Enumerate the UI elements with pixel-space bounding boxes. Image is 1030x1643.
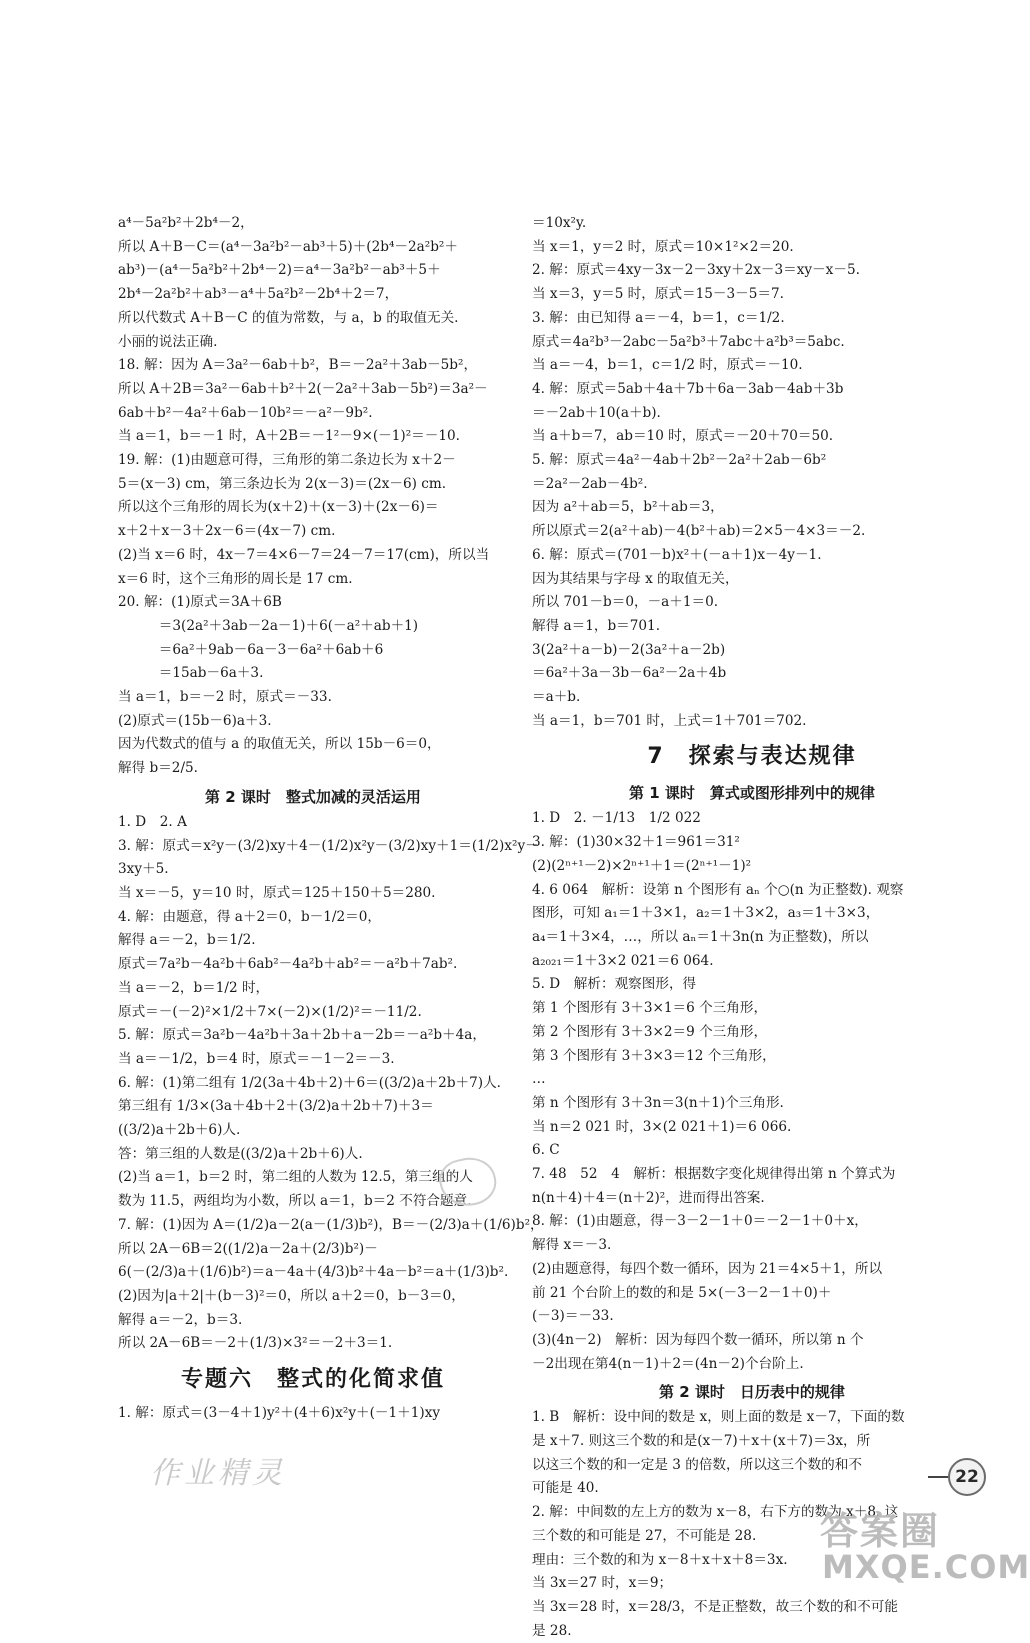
text-line: 5＝(x－3) cm，第三条边长为 2(x－3)＝(2x－6) cm. (118, 475, 447, 492)
text-line: 7. 48 52 4 解析：根据数字变化规律得出第 n 个算式为 (532, 1166, 896, 1183)
text-line: a₂₀₂₁＝1＋3×2 021＝6 064. (532, 952, 714, 969)
text-line: 当 a＝－1/2，b＝4 时，原式＝－1－2＝－3. (118, 1050, 395, 1067)
text-line: 6ab＋b²－4a²＋6ab－10b²＝－a²－9b². (118, 404, 373, 421)
section-title: 7 探索与表达规律 (647, 744, 857, 770)
text-line: 3. 解：由已知得 a＝－4，b＝1，c＝1/2. (532, 309, 785, 326)
text-line: 前 21 个台阶上的数的和是 5×(－3－2－1＋0)＋ (532, 1284, 832, 1301)
text-line: 因为 a²＋ab＝5，b²＋ab＝3， (532, 499, 724, 516)
lesson-title: 第 2 课时 整式加减的灵活运用 (205, 787, 421, 806)
text-line: 答：第三组的人数是((3/2)a＋2b＋6)人. (118, 1145, 363, 1162)
text-line: 当 x＝1，y＝2 时，原式＝10×1²×2＝20. (532, 238, 794, 255)
watermark-zuoye: 作业精灵 (150, 1456, 286, 1491)
text-line: 20. 解：(1)原式＝3A＋6B (118, 594, 282, 611)
text-line: 当 3x＝28 时，x＝28/3，不是正整数，故三个数的和不可能 (532, 1598, 898, 1615)
watermark-daanquan: 答案圈 (820, 1509, 941, 1553)
text-line: 2b⁴－2a²b²＋ab³－a⁴＋5a²b²－2b⁴＋2＝7， (118, 286, 399, 303)
text-line: 3. 解：原式＝x²y－(3/2)xy＋4－(1/2)x²y－(3/2)xy＋1＝(1/2)x²y－ (118, 837, 539, 854)
text-line: 5. 解：原式＝4a²－4ab＋2b²－2a²＋2ab－6b² (532, 452, 827, 469)
text-line: 当 3x＝27 时，x＝9； (532, 1575, 673, 1592)
text-line: 7. 解：(1)因为 A＝(1/2)a－2(a－(1/3)b²)，B＝－(2/3)a＋(1/6)b²， (118, 1216, 544, 1233)
text-line: 理由：三个数的和为 x－8＋x＋x＋8＝3x. (532, 1551, 788, 1568)
text-line: 6. C (532, 1142, 560, 1159)
text-line: ab³)－(a⁴－5a²b²＋2b⁴－2)＝a⁴－3a²b²－ab³＋5＋ (118, 262, 441, 279)
lesson-title: 第 1 课时 算式或图形排列中的规律 (629, 784, 875, 803)
text-line: ＝15ab－6a＋3. (118, 665, 264, 682)
text-line: (2)当 a＝1，b＝2 时，第二组的人数为 12.5，第三组的人 (118, 1169, 473, 1186)
text-line: ((3/2)a＋2b＋6)人. (118, 1122, 241, 1139)
text-line: (2)因为|a＋2|＋(b－3)²＝0，所以 a＋2＝0，b－3＝0， (118, 1287, 465, 1304)
text-line: x＋2＋x－3＋2x－6＝(4x－7) cm. (118, 523, 336, 540)
section-title: 专题六 整式的化简求值 (180, 1367, 445, 1393)
text-line: ＝3(2a²＋3ab－2a－1)＋6(－a²＋ab＋1) (118, 617, 419, 634)
text-line: 5. 解：原式＝3a²b－4a²b＋3a＋2b＋a－2b＝－a²b＋4a， (118, 1027, 486, 1044)
text-line: 图形，可知 a₁＝1＋3×1，a₂＝1＋3×2，a₃＝1＋3×3， (532, 905, 880, 922)
text-line: 第三组有 1/3×(3a＋4b＋2＋(3/2)a＋2b＋7)＋3＝ (118, 1098, 434, 1115)
text-line: ＝2a²－2ab－4b². (532, 475, 648, 492)
text-line: 当 a＝－4，b＝1，c＝1/2 时，原式＝－10. (532, 357, 803, 374)
text-line: (－3)＝－33. (532, 1308, 614, 1325)
text-line: … (532, 1071, 546, 1088)
text-line: (2)原式＝(15b－6)a＋3. (118, 712, 272, 729)
text-line: 数为 11.5，两组均为小数，所以 a＝1，b＝2 不符合题意. (118, 1193, 472, 1210)
text-line: 是 x＋7. 则这三个数的和是(x－7)＋x＋(x＋7)＝3x，所 (532, 1433, 871, 1450)
text-line: 当 n＝2 021 时，3×(2 021＋1)＝6 066. (532, 1118, 792, 1135)
text-line: 可能是 40. (532, 1480, 599, 1497)
text-line: ＝a＋b. (532, 689, 581, 706)
text-line: 1. D 2. －1/13 1/2 022 (532, 810, 701, 827)
text-line: 原式＝7a²b－4a²b＋6ab²－4a²b＋ab²＝－a²b＋7ab². (118, 956, 458, 973)
text-line: ＝－2ab＋10(a＋b). (532, 404, 661, 421)
text-line: 解得 a＝－2，b＝3. (118, 1311, 243, 1328)
text-line: 第 3 个图形有 3＋3×3＝12 个三角形， (532, 1047, 776, 1064)
text-line: 当 a＝1，b＝－2 时，原式＝－33. (118, 689, 332, 706)
text-line: 4. 解：由题意，得 a＋2＝0，b－1/2＝0， (118, 908, 381, 925)
text-line: 6(－(2/3)a＋(1/6)b²)＝a－4a＋(4/3)b²＋4a－b²＝a＋(1/3)b². (118, 1264, 509, 1281)
text-line: a₄＝1＋3×4，…，所以 aₙ＝1＋3n(n 为正整数)，所以 (532, 928, 869, 945)
text-line: 小丽的说法正确. (118, 333, 218, 350)
text-line: 1. 解：原式＝(3－4＋1)y²＋(4＋6)x²y＋(－1＋1)xy (118, 1405, 441, 1422)
text-line: 2. 解：原式＝4xy－3x－2－3xy＋2x－3＝xy－x－5. (532, 262, 860, 279)
text-line: 原式＝4a²b³－2abc－5a²b³＋7abc＋a²b³＝5abc. (532, 333, 845, 350)
text-line: 所以 A＋B－C＝(a⁴－3a²b²－ab³＋5)＋(2b⁴－2a²b²＋ (118, 238, 458, 255)
text-line: 是 28. (532, 1622, 572, 1639)
text-line: 原式＝－(－2)²×1/2＋7×(－2)×(1/2)²＝－11/2. (118, 1003, 422, 1020)
page-dash (928, 1476, 950, 1478)
right-column (532, 212, 972, 1643)
text-line: 因为其结果与字母 x 的取值无关， (532, 570, 739, 587)
text-line: 所以原式＝2(a²＋ab)－4(b²＋ab)＝2×5－4×3＝－2. (532, 523, 866, 540)
text-line: (2)当 x＝6 时，4x－7＝4×6－7＝24－7＝17(cm)，所以当 (118, 546, 490, 563)
text-line: 所以代数式 A＋B－C 的值为常数，与 a，b 的取值无关. (118, 309, 459, 326)
text-line: 当 a＋b＝7，ab＝10 时，原式＝－20＋70＝50. (532, 428, 834, 445)
text-line: 解得 a＝－2，b＝1/2. (118, 932, 256, 949)
text-line: 因为代数式的值与 a 的取值无关，所以 15b－6＝0， (118, 736, 441, 753)
text-line: 6. 解：原式＝(701－b)x²＋(－a＋1)x－4y－1. (532, 546, 822, 563)
text-line: 第 1 个图形有 3＋3×1＝6 个三角形， (532, 1000, 768, 1017)
text-line: 所以 2A－6B＝－2＋(1/3)×3²＝－2＋3＝1. (118, 1335, 393, 1352)
text-line: (2)(2ⁿ⁺¹－2)×2ⁿ⁺¹＋1＝(2ⁿ⁺¹－1)² (532, 857, 752, 874)
text-line: 三个数的和可能是 27，不可能是 28. (532, 1527, 757, 1544)
text-line: 以这三个数的和一定是 3 的倍数，所以这三个数的和不 (532, 1456, 862, 1473)
text-line: 所以 2A－6B＝2((1/2)a－2a＋(2/3)b²)－ (118, 1240, 378, 1257)
text-line: 解得 a＝1，b＝701. (532, 617, 661, 634)
text-line: n(n＋4)＋4＝(n＋2)²，进而得出答案. (532, 1189, 765, 1206)
text-line: (3)(4n－2) 解析：因为每四个数一循环，所以第 n 个 (532, 1331, 864, 1348)
text-line: 当 a＝1，b＝－1 时，A＋2B＝－1²－9×(－1)²＝－10. (118, 428, 460, 445)
text-line: 第 2 个图形有 3＋3×2＝9 个三角形， (532, 1023, 768, 1040)
left-column (118, 212, 544, 1426)
text-line: (2)由题意得，每四个数一循环，因为 21＝4×5＋1，所以 (532, 1260, 883, 1277)
text-line: 3(2a²＋a－b)－2(3a²＋a－2b) (532, 641, 726, 658)
text-line: 19. 解：(1)由题意可得，三角形的第二条边长为 x＋2－ (118, 452, 456, 469)
text-line: 18. 解：因为 A＝3a²－6ab＋b²，B＝－2a²＋3ab－5b²， (118, 357, 478, 374)
page-number: 22 (948, 1458, 986, 1496)
text-line: 当 a＝1，b＝701 时，上式＝1＋701＝702. (532, 712, 807, 729)
text-line: 解得 b＝2/5. (118, 760, 199, 777)
text-line: x＝6 时，这个三角形的周长是 17 cm. (118, 570, 353, 587)
text-line: －2出现在第4(n－1)＋2＝(4n－2)个台阶上. (532, 1355, 804, 1372)
text-line: 3. 解：(1)30×32＋1＝961＝31² (532, 834, 740, 851)
text-line: 1. D 2. A (118, 813, 187, 830)
text-line: 当 a＝－2，b＝1/2 时， (118, 979, 270, 996)
text-line: 当 x＝－5，y＝10 时，原式＝125＋150＋5＝280. (118, 884, 436, 901)
text-line: 所以这个三角形的周长为(x＋2)＋(x－3)＋(2x－6)＝ (118, 499, 439, 516)
text-line: ＝10x²y. (532, 215, 587, 231)
lesson-title: 第 2 课时 日历表中的规律 (659, 1383, 845, 1402)
watermark-mxqe: MXQE.COM (822, 1548, 1030, 1586)
text-line: 6. 解：(1)第二组有 1/2(3a＋4b＋2)＋6＝((3/2)a＋2b＋7)人. (118, 1074, 501, 1091)
text-line: ＝6a²＋3a－3b－6a²－2a＋4b (532, 665, 727, 682)
text-line: 当 x＝3，y＝5 时，原式＝15－3－5＝7. (532, 286, 784, 303)
text-line: 1. B 解析：设中间的数是 x，则上面的数是 x－7，下面的数 (532, 1409, 905, 1426)
text-line: 5. D 解析：观察图形，得 (532, 976, 697, 993)
text-line: a⁴－5a²b²＋2b⁴－2， (118, 215, 254, 231)
text-line: 2. 解：中间数的左上方的数为 x－8，右下方的数为 x＋8. 这 (532, 1504, 899, 1521)
text-line: 4. 解：原式＝5ab＋4a＋7b＋6a－3ab－4ab＋3b (532, 380, 844, 397)
text-line: 3xy＋5. (118, 861, 169, 878)
text-line: 解得 x＝－3. (532, 1237, 612, 1254)
text-line: 第 n 个图形有 3＋3n＝3(n＋1)个三角形. (532, 1094, 784, 1111)
text-line: 4. 6 064 解析：设第 n 个图形有 aₙ 个○(n 为正整数). 观察 (532, 881, 904, 898)
text-line: 所以 701－b＝0，－a＋1＝0. (532, 594, 719, 611)
text-line: 8. 解：(1)由题意，得－3－2－1＋0＝－2－1＋0＋x， (532, 1213, 868, 1230)
text-line: ＝6a²＋9ab－6a－3－6a²＋6ab＋6 (118, 641, 384, 658)
text-line: 所以 A＋2B＝3a²－6ab＋b²＋2(－2a²＋3ab－5b²)＝3a²－ (118, 380, 488, 397)
